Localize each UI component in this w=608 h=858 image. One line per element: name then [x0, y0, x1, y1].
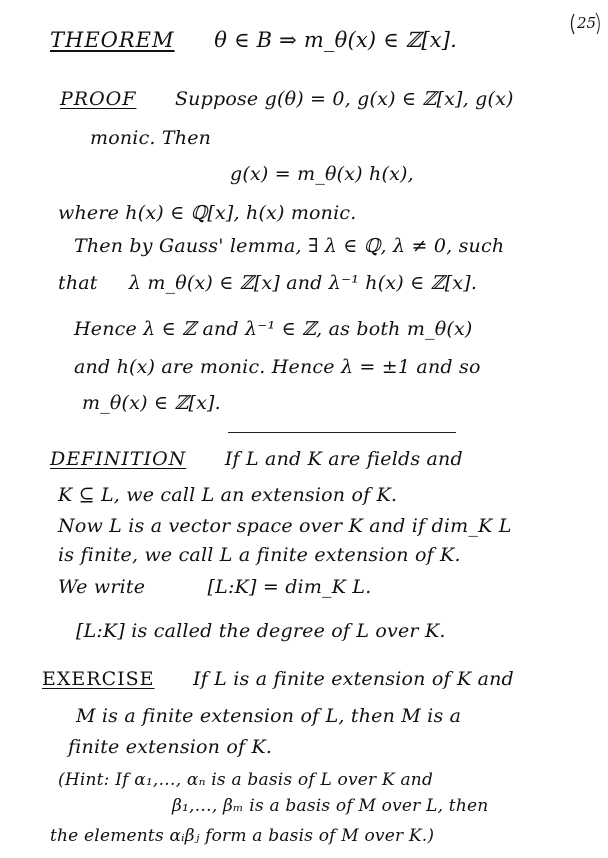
theorem-line: [50, 28, 457, 52]
proof-line-6: that λ m_θ(x) ∈ ℤ[x] and λ⁻¹ h(x) ∈ ℤ[x].: [58, 272, 478, 294]
exercise-text: If L is a finite extension of K and: [193, 668, 514, 690]
proof-line-7: Hence λ ∈ ℤ and λ⁻¹ ∈ ℤ, as both m_θ(x): [74, 318, 473, 340]
definition-line-5: We write [L:K] = dim_K L.: [58, 576, 372, 598]
definition-heading: DEFINITION: [50, 448, 187, 470]
definition-text: If L and K are fields and: [224, 448, 463, 470]
exercise-line-2: M is a finite extension of L, then M is a: [76, 705, 462, 727]
proof-heading: PROOF: [60, 88, 137, 110]
theorem-statement: θ ∈ B ⇒ m_θ(x) ∈ ℤ[x].: [214, 28, 458, 52]
exercise-line-1: [42, 668, 514, 690]
page-number: [568, 10, 602, 38]
proof-line-3: g(x) = m_θ(x) h(x),: [230, 163, 414, 185]
proof-line-5: Then by Gauss' lemma, ∃ λ ∈ ℚ, λ ≠ 0, such: [74, 235, 505, 257]
proof-line-8: and h(x) are monic. Hence λ = ±1 and so: [74, 356, 481, 378]
proof-text: Suppose g(θ) = 0, g(x) ∈ ℤ[x], g(x): [174, 88, 514, 110]
exercise-line-4: (Hint: If α₁,…, αₙ is a basis of L over K and: [58, 770, 434, 790]
page-number-text: 25: [577, 14, 597, 32]
exercise-line-5: β₁,…, βₘ is a basis of M over L, then: [172, 796, 489, 816]
exercise-line-3: finite extension of K.: [68, 736, 273, 758]
proof-line-2: monic. Then: [90, 127, 212, 149]
exercise-line-6: the elements αᵢβⱼ form a basis of M over K.): [50, 826, 435, 846]
definition-line-2: K ⊆ L, we call L an extension of K.: [58, 484, 398, 506]
exercise-heading: EXERCISE: [42, 668, 155, 690]
definition-line-4: is finite, we call L a finite extension of K.: [58, 544, 461, 566]
definition-line-6: [L:K] is called the degree of L over K.: [76, 620, 446, 642]
theorem-heading: THEOREM: [50, 28, 175, 52]
proof-line-4: where h(x) ∈ ℚ[x], h(x) monic.: [58, 202, 357, 224]
definition-line-3: Now L is a vector space over K and if dim_K L: [58, 515, 512, 537]
section-divider: [228, 432, 456, 433]
proof-line-9: m_θ(x) ∈ ℤ[x].: [82, 392, 221, 414]
proof-line-1: [60, 88, 514, 110]
definition-line-1: [50, 448, 463, 470]
